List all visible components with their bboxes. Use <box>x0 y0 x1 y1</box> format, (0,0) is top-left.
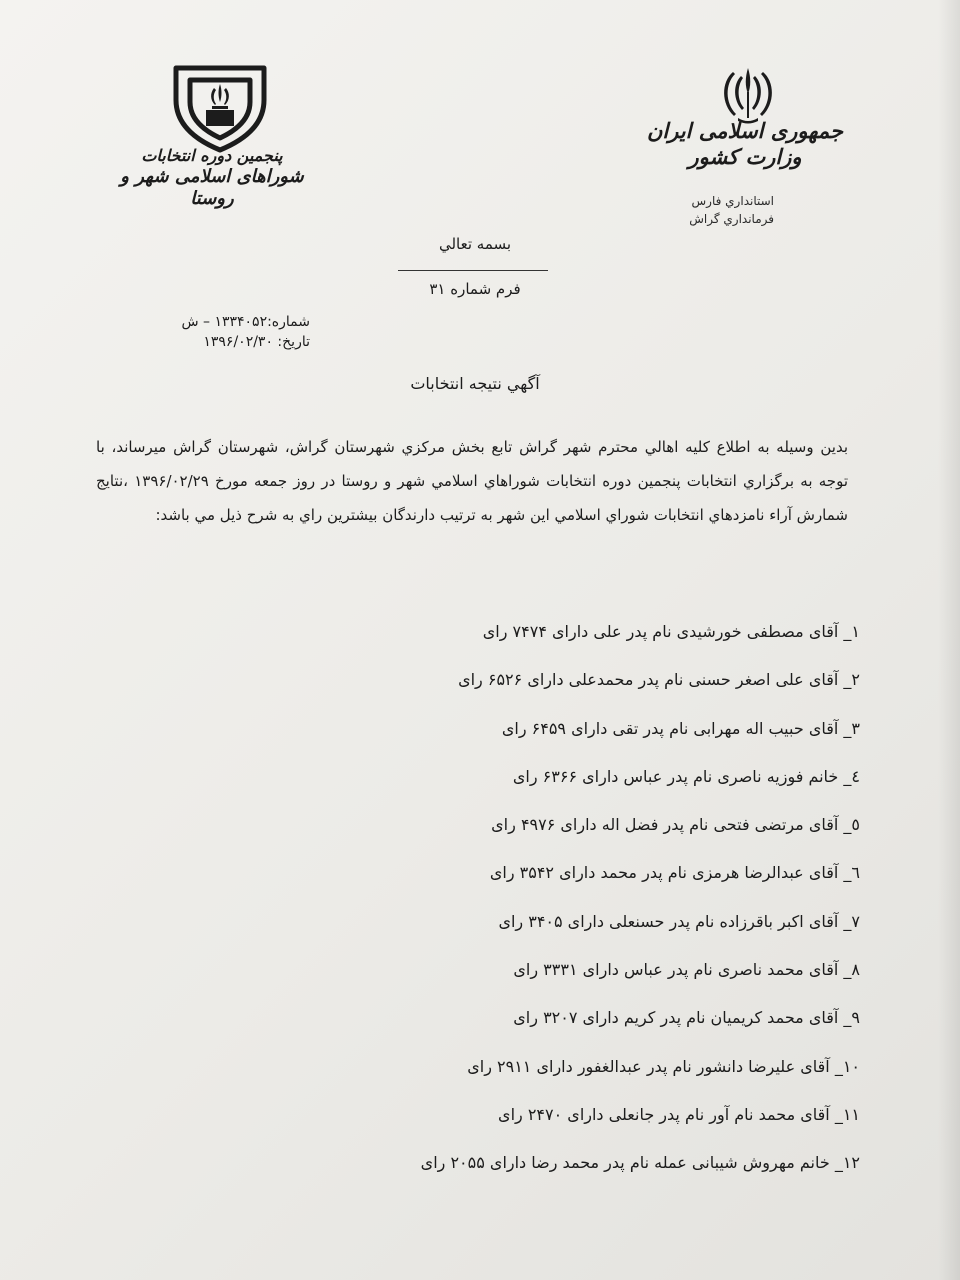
governorate-header <box>650 192 774 228</box>
election-logo-icon <box>170 60 270 155</box>
candidate-text: آقای عبدالرضا هرمزی نام پدر محمد دارای ۳۵۴۲ رای <box>489 863 839 883</box>
province-office: استانداري فارس <box>691 194 774 208</box>
candidate-number: ۹_ <box>843 1008 860 1028</box>
heading-divider <box>398 270 548 271</box>
election-header <box>118 146 306 210</box>
candidate-list <box>340 612 860 1192</box>
candidate-item <box>340 950 860 998</box>
candidate-text: آقای حبیب اله مهرابی نام پدر تقی دارای ۶۴۵۹ رای <box>501 718 839 738</box>
candidate-number: ٤_ <box>843 766 860 786</box>
election-round-title: پنجمین دوره انتخابات <box>141 146 283 165</box>
candidate-text: آقای علی اصغر حسنی نام پدر محمدعلی دارای ۶۵۲۶ رای <box>458 670 839 690</box>
candidate-item <box>340 709 860 757</box>
document-meta <box>150 312 310 352</box>
iran-emblem-icon <box>712 64 784 126</box>
candidate-item <box>340 853 860 901</box>
candidate-text: آقای مصطفی خورشیدی نام پدر علی دارای ۷۴۷۴ رای <box>482 622 839 641</box>
candidate-item <box>340 998 860 1046</box>
reference-number: شماره:۱۳۳۴۰۵۲ – ش <box>181 314 310 330</box>
candidate-text: آقای علیرضا دانشور نام پدر عبدالغفور دارای ۲۹۱۱ رای <box>467 1056 830 1076</box>
basmala-heading: بسمه تعالي <box>438 235 512 253</box>
election-council-title: شوراهای اسلامی شهر و روستا <box>120 166 304 209</box>
candidate-number: ۱_ <box>843 622 860 641</box>
county-office: فرمانداري گراش <box>689 212 774 226</box>
candidate-text: خانم مهروش شیبانی عمله نام پدر محمد رضا دارای ۲۰۵۵ رای <box>420 1153 830 1173</box>
candidate-item <box>340 1047 860 1095</box>
page-edge-shadow <box>938 0 960 1280</box>
candidate-text: آقای محمد نام آور نام پدر جانعلی دارای ۲۴۷۰ رای <box>498 1104 830 1124</box>
notice-title: آگهي نتيجه انتخابات <box>410 374 540 393</box>
candidate-item <box>340 660 860 708</box>
ministry-country-name: جمهوری اسلامی ایران <box>646 118 844 143</box>
candidate-number: ٥_ <box>843 815 860 835</box>
candidate-item <box>340 902 860 950</box>
candidate-item <box>340 1095 860 1143</box>
candidate-item <box>340 1143 860 1191</box>
candidate-text: خانم فوزیه ناصری نام پدر عباس دارای ۶۳۶۶ رای <box>512 766 839 786</box>
candidate-item <box>340 805 860 853</box>
candidate-number: ۱۲_ <box>834 1153 860 1173</box>
document-date: تاريخ: ۱۳۹۶/۰۲/۳۰ <box>203 334 310 350</box>
candidate-number: ۳_ <box>843 718 860 738</box>
candidate-number: ۱۰_ <box>834 1056 860 1076</box>
ministry-name: وزارت کشور <box>688 144 802 169</box>
candidate-number: ٦_ <box>843 863 860 883</box>
form-number: فرم شماره ۳۱ <box>429 280 521 298</box>
ministry-header <box>640 118 850 170</box>
candidate-item <box>340 757 860 805</box>
candidate-text: آقای اکبر باقرزاده نام پدر حسنعلی دارای ۳۴۰۵ رای <box>498 911 839 931</box>
candidate-item <box>340 612 860 660</box>
notice-body-paragraph: بدين وسيله به اطلاع كليه اهالي محترم شهر گراش تابع بخش مركزي شهرستان گراش، شهرستان گراش ميرساند، با توجه به برگزاري انتخابات پنجمين دوره انتخابات شوراهاي اسلامي شهر و روستا در روز جمعه مورخ ۱۳۹۶/۰۲/۲۹ ،نتايج شمارش آراء نامزدهاي انتخابات شوراي اسلامي اين شهر به ترتيب دارندگان بيشترين راي به شرح ذيل مي باشد: <box>96 438 848 524</box>
candidate-text: آقای محمد کریمیان نام پدر کریم دارای ۳۲۰۷ رای <box>513 1008 839 1028</box>
candidate-number: ۲_ <box>843 670 860 690</box>
candidate-text: آقای مرتضی فتحی نام پدر فضل اله دارای ۴۹۷۶ رای <box>491 815 839 835</box>
candidate-number: ۷_ <box>843 911 860 931</box>
candidate-number: ۱۱_ <box>834 1104 860 1124</box>
candidate-text: آقای محمد ناصری نام پدر عباس دارای ۳۳۳۱ رای <box>513 960 839 980</box>
candidate-number: ۸_ <box>843 960 860 980</box>
